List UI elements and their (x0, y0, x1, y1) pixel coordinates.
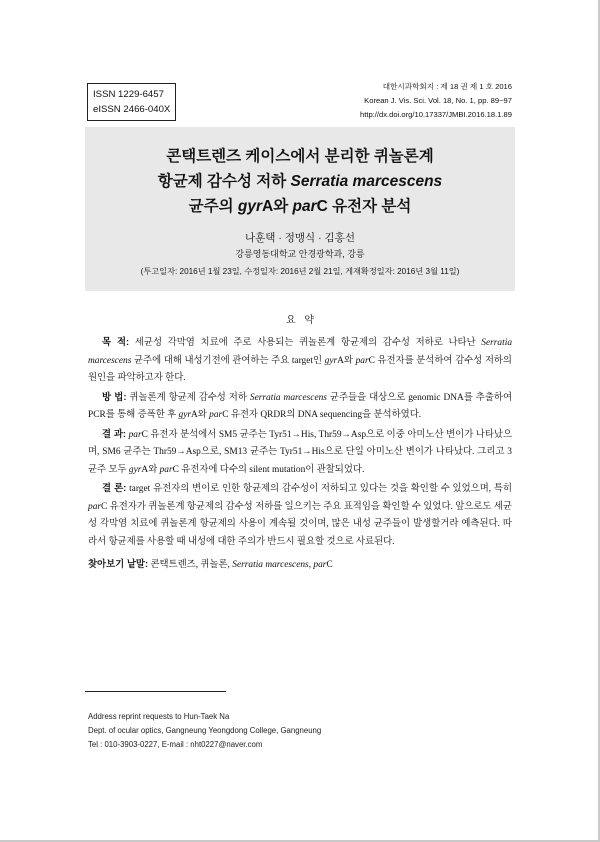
keyword-text: C (326, 560, 333, 570)
submission-dates: (투고일자: 2016년 1월 23일, 수정일자: 2016년 2월 21일, 게재확정일자: 2016년 3월 11일) (140, 267, 460, 276)
gene-name: par (209, 410, 223, 420)
paper-title (91, 144, 509, 219)
title-gene-name: gyr (237, 198, 263, 215)
gene-name: par (88, 501, 102, 512)
correspondence-footnote (88, 710, 508, 752)
footnote-divider (85, 691, 226, 692)
abstract-conclusion (88, 479, 512, 551)
abstract-text: C 유전자가 퀴놀론계 항균제의 감수성 저하를 일으키는 주요 표적임을 확인할 수 있었다. 앞으로도 세균성 각막염 치료에 퀴놀론계 항균제의 사용이 계속될 것이며, 많은 내성 균주들이 발생할거라 예측된다. 따라서 항균제를 사용할 때 내성에 대한 주의가 반드시 필요할 것으로 사료된다. (88, 501, 512, 547)
abstract-text: C 유전자에 다수의 silent mutation이 관찰되었다. (172, 464, 365, 475)
gene-name: gyr (324, 355, 338, 366)
title-line-2 (91, 169, 509, 194)
department: Dept. of ocular optics, Gangneung Yeongdong College, Gangneung (88, 726, 322, 735)
abstract-text: A와 (191, 410, 210, 420)
abstract-text: A와 (141, 464, 160, 475)
gene-name: par (159, 464, 173, 475)
title-gene-name: par (292, 198, 317, 215)
section-label: 결 론: (102, 482, 127, 493)
title-species-name: Serratia marcescens (290, 173, 443, 190)
journal-name-korean: 대한시과학회지 : 제 18 권 제 1 호 2016 (382, 82, 512, 91)
gene-name: par (355, 355, 369, 366)
title-line-3 (91, 194, 509, 219)
abstract-text: C 유전자를 분석하여 감수성 저하의 원인을 파악하고자 한다. (88, 355, 512, 383)
abstract-text: target 유전자의 변이로 인한 항균제의 감수성이 저하되고 있다는 것을 확인할 수 있었으며, 특히 (129, 484, 513, 494)
gene-name: gyr (178, 410, 191, 420)
journal-volume-english: Korean J. Vis. Sci. Vol. 18, No. 1, pp. 89~97 (364, 96, 512, 105)
abstract-text: C 유전자 분석에서 SM5 균주는 Tyr51→His, Thr59→Asp으로 이중 아미노산 변이가 나타났으며, SM6 균주는 Thr59→Asp으로, SM13 균주는 Tyr51→His으로 단일 아미노산 변이가 나타났다. 그리고 3 균주 모두 (88, 429, 512, 475)
title-text: A와 (262, 198, 293, 215)
doi-link[interactable]: http://dx.doi.org/10.17337/JMBI.2016.18.1.89 (360, 110, 512, 119)
title-text: 항균제 감수성 저하 (157, 173, 291, 190)
abstract-text: 퀴놀론계 항균제 감수성 저하 (129, 392, 250, 403)
abstract-methods (88, 388, 512, 425)
abstract-heading: 요 약 (285, 315, 315, 326)
abstract-text: 균주에 대해 내성기전에 관여하는 주요 target인 (131, 355, 325, 366)
keyword-text: 콘택트렌즈, 퀴놀론, (150, 560, 233, 570)
section-label: 방 법: (102, 390, 127, 402)
title-line-1: 콘택트렌즈 케이스에서 분리한 퀴놀론계 (166, 148, 434, 165)
abstract-body (85, 333, 515, 575)
abstract-purpose (88, 333, 512, 388)
affiliation: 강릉영동대학교 안경광학과, 강릉 (235, 249, 365, 259)
gene-name: par (128, 429, 142, 440)
reprint-request: Address reprint requests to Hun-Taek Na (88, 712, 230, 721)
abstract-text: C 유전자 QRDR의 DNA sequencing을 분석하였다. (222, 410, 422, 420)
section-label: 결 과: (102, 427, 127, 439)
telephone: Tel : 010-3903-0227, E-mail : (88, 740, 191, 749)
abstract-text: A와 (337, 355, 356, 366)
keywords-label: 찾아보기 낱말: (88, 558, 149, 569)
contact-line (88, 738, 508, 752)
email-link[interactable]: nht0227@naver.com (190, 740, 263, 749)
keywords (88, 555, 512, 575)
abstract-text: 세균성 각막염 치료에 주로 사용되는 퀴놀론계 항균제의 감수성 저하로 나타난 (134, 338, 482, 348)
main-column (85, 127, 515, 575)
abstract-results (88, 425, 512, 480)
title-text: 균주의 (188, 198, 238, 215)
keyword-text: , (308, 560, 314, 570)
title-band (85, 127, 515, 291)
abstract-text: 균주들을 대상으로 genomic DNA를 추출하여 PCR를 통해 증폭한 후 (88, 392, 513, 420)
keyword-species-name: Serratia marcescens (232, 560, 309, 570)
issn-box (87, 83, 176, 121)
journal-citation (272, 80, 512, 122)
section-label: 목 적: (102, 336, 130, 347)
species-name: Serratia marcescens (249, 392, 327, 403)
keyword-gene-name: par (313, 560, 327, 570)
species-name: Serratia marcescens (88, 338, 513, 366)
issn: ISSN 1229-6457 (93, 89, 164, 100)
title-text: C 유전자 분석 (316, 198, 412, 215)
authors: 나훈택 · 정맹식 · 김홍선 (245, 232, 355, 244)
eissn: eISSN 2466-040X (93, 104, 171, 115)
gene-name: gyr (128, 464, 142, 475)
